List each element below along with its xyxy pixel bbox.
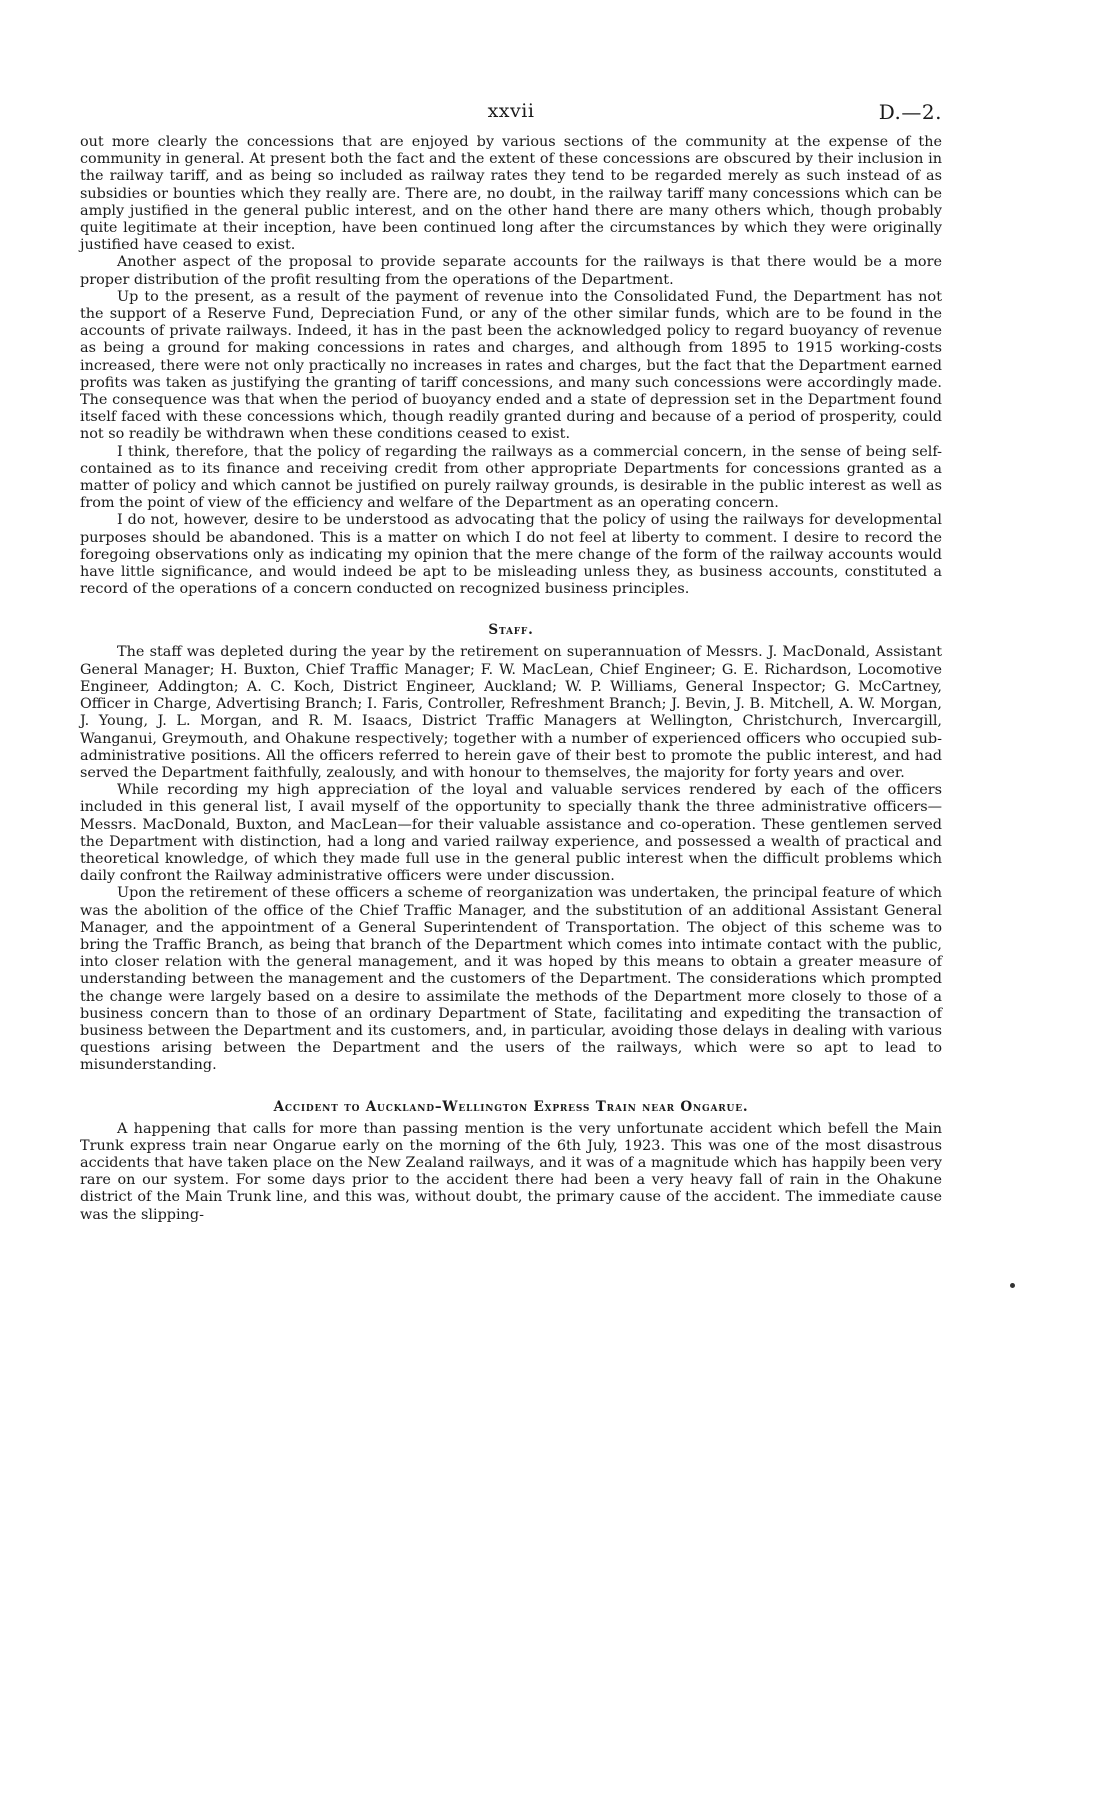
paragraph: Up to the present, as a result of the payment of revenue into the Consolidated Fund, the Department has not the support of a Reserve Fund, Depreciation Fund, or any of the other similar funds, which are to be found in the accounts of private railways. Indeed, it has in the past been the acknowledged policy to regard buoyancy of revenue as being a ground for making concessions in rates and charges, and although from 1895 to 1915 working-costs increased, there were not only practically no increases in rates and charges, but the fact that the Department earned profits was taken as justifying the granting of tariff concessions, and many such concessions were accordingly made. The consequence was that when the period of buoyancy ended and a state of depression set in the Department found itself faced with these concessions which, though readily granted during and because of a period of prosperity, could not so readily be withdrawn when these conditions ceased to exist. [80, 288, 942, 443]
body-section-top [80, 134, 942, 598]
body-section-accident [80, 1121, 942, 1224]
paragraph: The staff was depleted during the year by the retirement on superannuation of Messrs. J. MacDonald, Assistant General Manager; H. Buxton, Chief Traffic Manager; F. W. MacLean, Chief Engineer; G. E. Richardson, Locomotive Engineer, Addington; A. C. Koch, District Engineer, Auckland; W. P. Williams, General Inspector; G. McCartney, Officer in Charge, Advertising Branch; I. Faris, Controller, Refreshment Branch; J. Bevin, J. B. Mitchell, A. W. Morgan, J. Young, J. L. Morgan, and R. M. Isaacs, District Traffic Managers at Wellington, Christchurch, Invercargill, Wanganui, Greymouth, and Ohakune respectively; together with a number of experienced officers who occupied sub-administrative positions. All the officers referred to herein gave of their best to promote the public interest, and had served the Department faithfully, zealously, and with honour to themselves, the majority for forty years and over. [80, 644, 942, 781]
paragraph: out more clearly the concessions that are enjoyed by various sections of the community at the expense of the community in general. At present both the fact and the extent of these concessions are obscured by their inclusion in the railway tariff, and as being so included as railway rates they tend to be regarded merely as such instead of as subsidies or bounties which they really are. There are, no doubt, in the railway tariff many concessions which can be amply justified in the general public interest, and on the other hand there are many others which, though probably quite legitimate at their inception, have been continued long after the circumstances by which they were originally justified have ceased to exist. [80, 134, 942, 254]
section-heading-accident: Accident to Auckland–Wellington Express Train near Ongarue. [273, 1098, 749, 1115]
page-number: xxvii [487, 100, 535, 122]
body-section-staff [80, 644, 942, 1074]
paragraph: Upon the retirement of these officers a scheme of reorganization was undertaken, the principal feature of which was the abolition of the office of the Chief Traffic Manager, and the substitution of an additional Assistant General Manager, and the appointment of a General Superintendent of Transportation. The object of this scheme was to bring the Traffic Branch, as being that branch of the Department which comes into intimate contact with the public, into closer relation with the general management, and it was hoped by this means to obtain a greater measure of understanding between the management and the customers of the Department. The considerations which prompted the change were largely based on a desire to assimilate the methods of the Department more closely to those of a business concern than to those of an ordinary Department of State, facilitating and expediting the transaction of business between the Department and its customers, and, in particular, avoiding those delays in dealing with various questions arising between the Department and the users of the railways, which were so apt to lead to misunderstanding. [80, 885, 942, 1074]
stray-mark [1010, 1283, 1015, 1288]
paragraph: While recording my high appreciation of the loyal and valuable services rendered by each of the officers included in this general list, I avail myself of the opportunity to specially thank the three administrative officers—Messrs. MacDonald, Buxton, and MacLean—for their valuable assistance and co-operation. These gentlemen served the Department with distinction, had a long and varied railway experience, and possessed a wealth of practical and theoretical knowledge, of which they made full use in the general public interest when the difficult problems which daily confront the Railway administrative officers were under discussion. [80, 782, 942, 885]
document-reference: D.—2. [878, 100, 942, 124]
section-heading-staff: Staff. [488, 622, 534, 639]
paragraph: Another aspect of the proposal to provide separate accounts for the railways is that there would be a more proper distribution of the profit resulting from the operations of the Department. [80, 254, 942, 288]
paragraph: I do not, however, desire to be understood as advocating that the policy of using the railways for developmental purposes should be abandoned. This is a matter on which I do not feel at liberty to comment. I desire to record the foregoing observations only as indicating my opinion that the mere change of the form of the railway accounts would have little significance, and would indeed be apt to be misleading unless they, as business accounts, constituted a record of the operations of a concern conducted on recognized business principles. [80, 512, 942, 598]
paragraph: A happening that calls for more than passing mention is the very unfortunate accident which befell the Main Trunk express train near Ongarue early on the morning of the 6th July, 1923. This was one of the most disastrous accidents that have taken place on the New Zealand railways, and it was of a magnitude which has happily been very rare on our system. For some days prior to the accident there had been a very heavy fall of rain in the Ohakune district of the Main Trunk line, and this was, without doubt, the primary cause of the accident. The immediate cause was the slipping- [80, 1120, 942, 1223]
document-page [80, 100, 942, 1224]
page-header [80, 100, 942, 134]
paragraph: I think, therefore, that the policy of regarding the railways as a commercial concern, in the sense of being self-contained as to its finance and receiving credit from other appropriate Departments for concessions granted as a matter of policy and which cannot be justified on purely railway grounds, is desirable in the public interest as well as from the point of view of the efficiency and welfare of the Department as an operating concern. [80, 443, 942, 512]
